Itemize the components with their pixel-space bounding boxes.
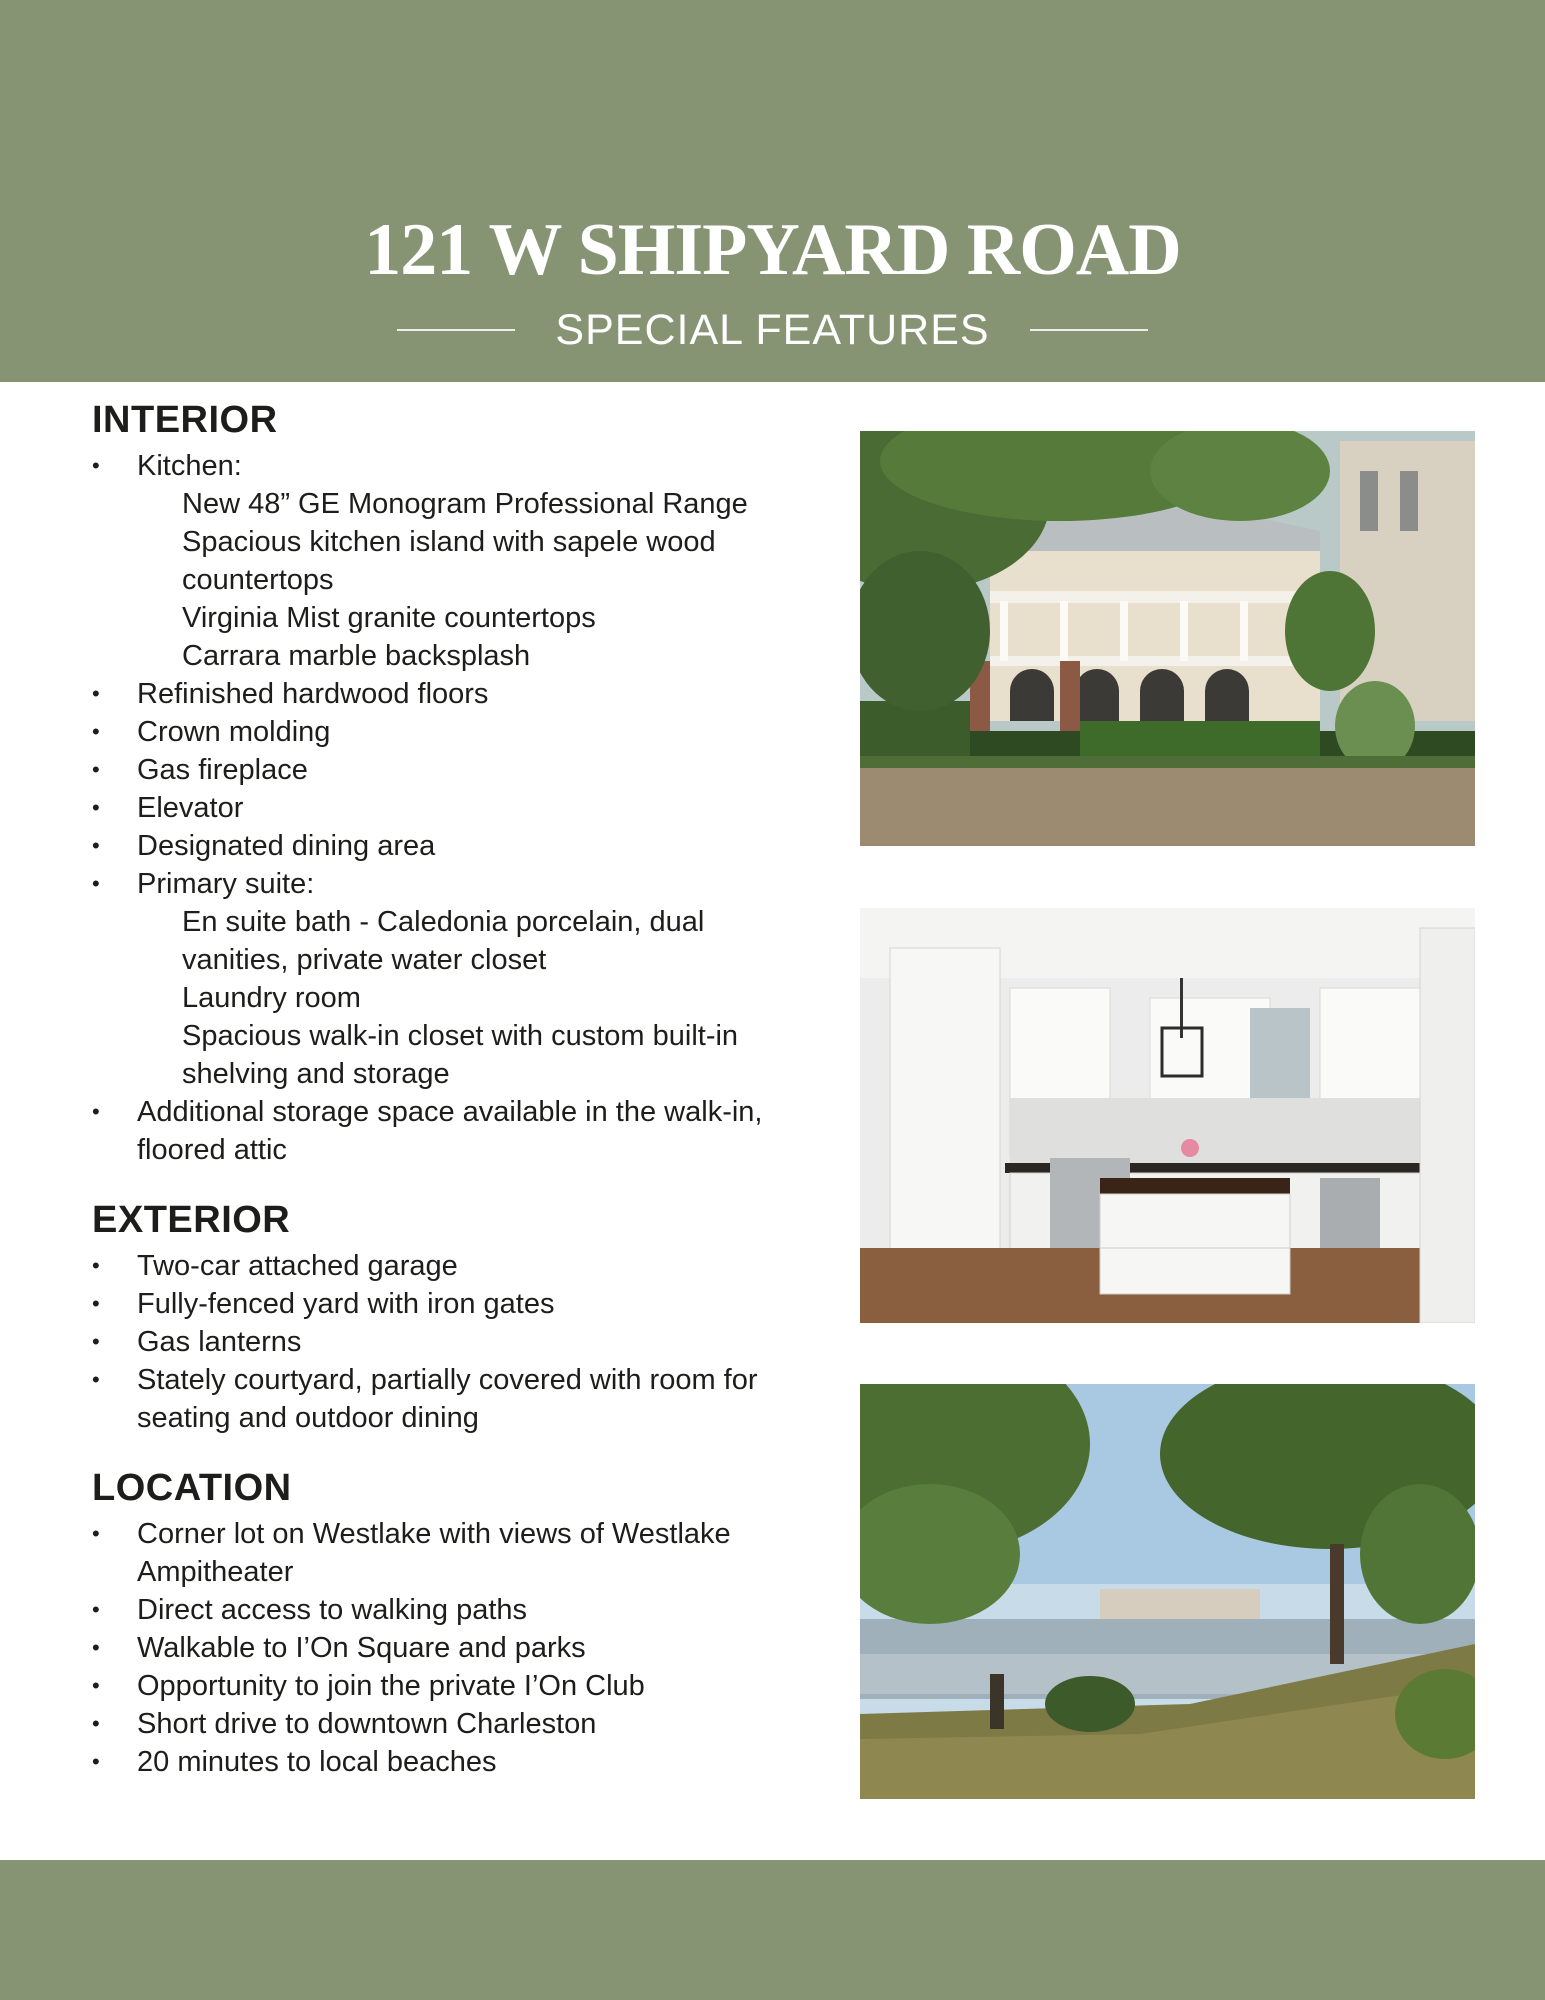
page-subtitle: SPECIAL FEATURES	[555, 305, 990, 354]
interior-heading: INTERIOR	[92, 399, 278, 441]
list-item: • Short drive to downtown Charleston	[92, 1705, 792, 1743]
left-divider	[397, 329, 515, 331]
house-exterior-photo	[860, 431, 1475, 846]
list-item: • Elevator	[92, 789, 792, 827]
sub-item: Carrara marble backsplash	[182, 640, 531, 672]
list-item: • Stately courtyard, partially covered with room for seating and outdoor dining	[92, 1361, 792, 1437]
list-item: • Two-car attached garage	[92, 1247, 792, 1285]
list-item: • Additional storage space available in the walk-in, floored attic	[92, 1093, 792, 1169]
exterior-list	[92, 1247, 792, 1437]
features-column	[92, 395, 792, 1807]
location-section	[92, 1463, 792, 1781]
list-item: • Walkable to I’On Square and parks	[92, 1629, 792, 1667]
list-item	[92, 865, 792, 1093]
list-item: • Opportunity to join the private I’On Club	[92, 1667, 792, 1705]
kitchen-label: Kitchen:	[137, 450, 242, 482]
list-item: • 20 minutes to local beaches	[92, 1743, 792, 1781]
list-item: • Crown molding	[92, 713, 792, 751]
primary-suite-sublist	[137, 903, 792, 1093]
right-divider	[1030, 329, 1148, 331]
list-item: • Designated dining area	[92, 827, 792, 865]
header-band	[0, 0, 1545, 382]
list-item: • Corner lot on Westlake with views of Westlake Ampitheater	[92, 1515, 792, 1591]
exterior-section	[92, 1195, 792, 1437]
list-item: • Gas lanterns	[92, 1323, 792, 1361]
location-heading: LOCATION	[92, 1467, 292, 1509]
list-item	[92, 447, 792, 675]
interior-section	[92, 395, 792, 1169]
property-title: 121 W SHIPYARD ROAD	[364, 209, 1181, 291]
primary-suite-label: Primary suite:	[137, 868, 315, 900]
footer-band	[0, 1860, 1545, 2000]
subtitle-row	[0, 300, 1545, 360]
sub-item: Virginia Mist granite countertops	[182, 602, 596, 634]
interior-list	[92, 447, 792, 1169]
list-item: • Fully-fenced yard with iron gates	[92, 1285, 792, 1323]
list-item: • Refinished hardwood floors	[92, 675, 792, 713]
location-list	[92, 1515, 792, 1781]
sub-item: En suite bath - Caledonia porcelain, dual vanities, private water closet	[182, 906, 705, 976]
exterior-heading: EXTERIOR	[92, 1199, 291, 1241]
kitchen-photo	[860, 908, 1475, 1323]
sub-item: Laundry room	[182, 982, 361, 1014]
lake-photo	[860, 1384, 1475, 1799]
sub-item: New 48” GE Monogram Professional Range	[182, 488, 748, 520]
list-item: • Gas fireplace	[92, 751, 792, 789]
sub-item: Spacious kitchen island with sapele wood countertops	[182, 526, 716, 596]
list-item: • Direct access to walking paths	[92, 1591, 792, 1629]
sub-item: Spacious walk-in closet with custom built-in shelving and storage	[182, 1020, 739, 1090]
kitchen-sublist	[137, 485, 792, 675]
